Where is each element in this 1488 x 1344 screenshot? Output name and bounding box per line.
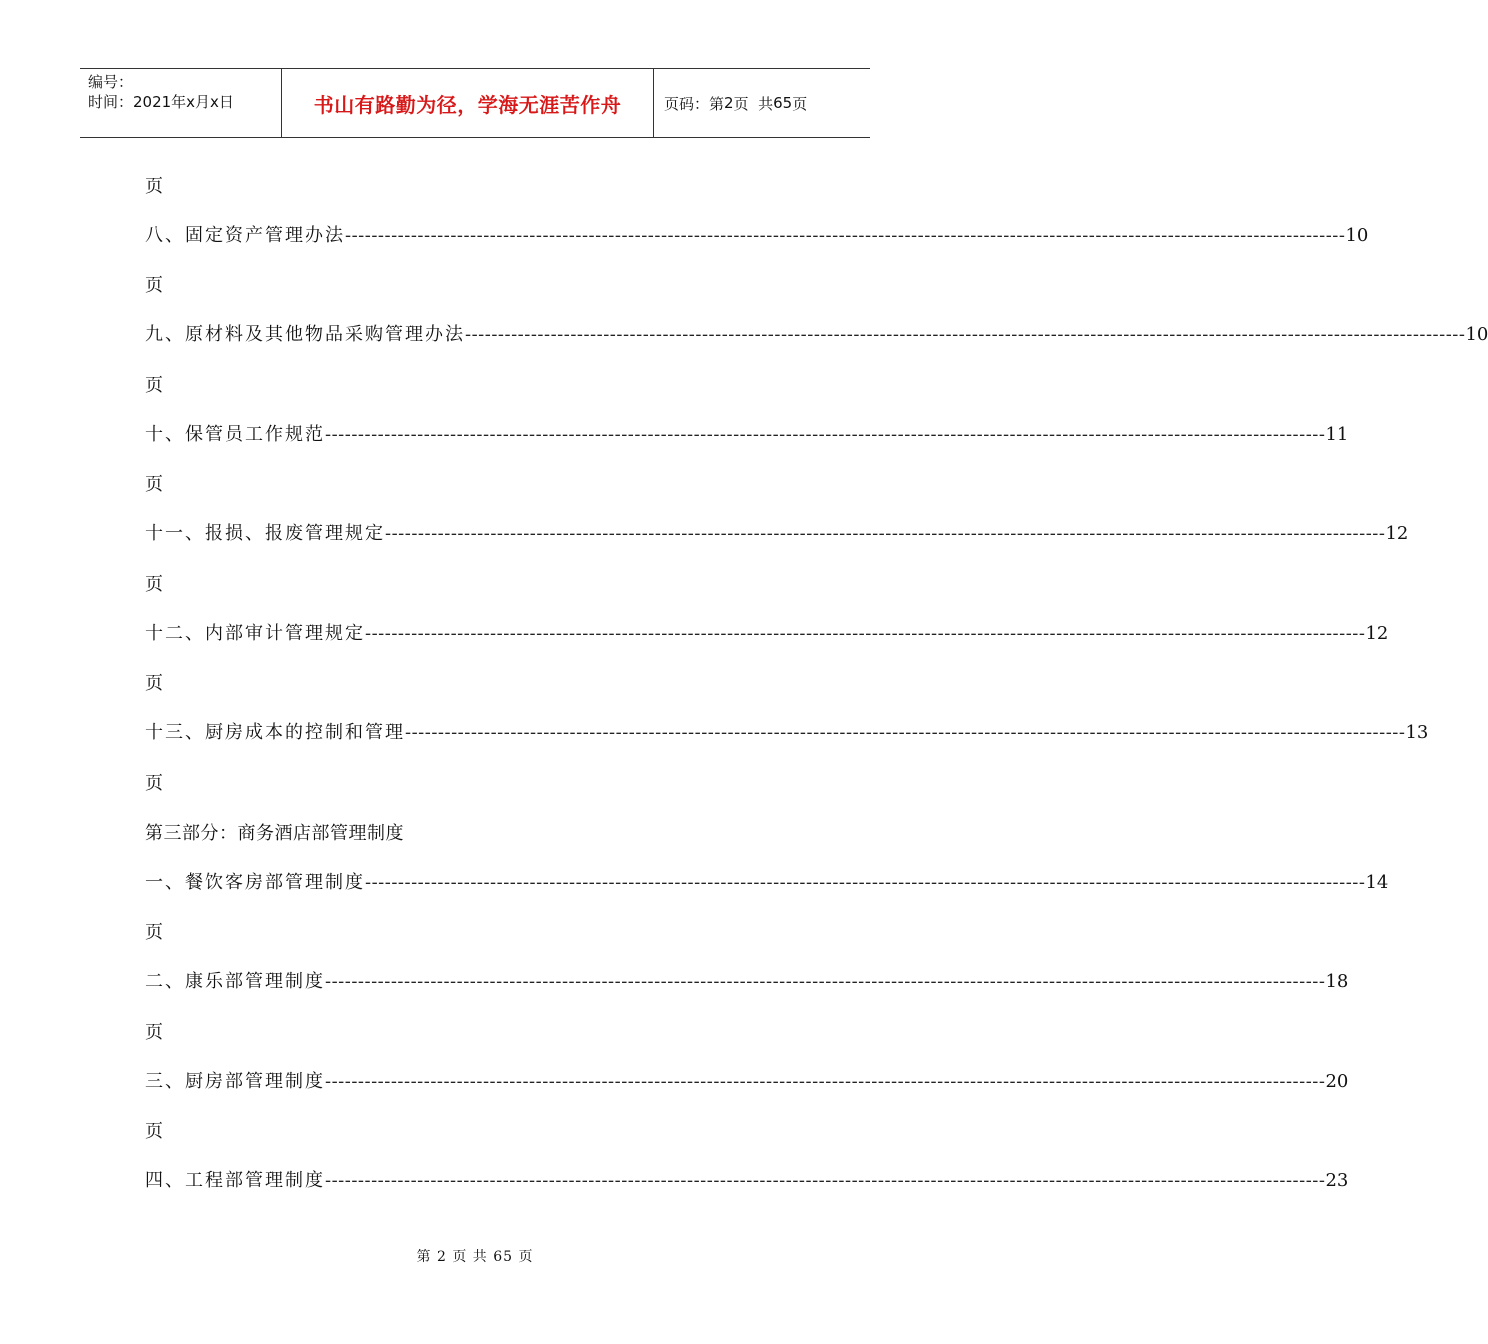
toc-entry-title: 九、原材料及其他物品采购管理办法 bbox=[145, 324, 465, 345]
toc-page-continuation: 页 bbox=[145, 275, 163, 296]
header-page-mid: 页 共 bbox=[733, 94, 774, 113]
header-page-label: 页码：第 bbox=[664, 94, 725, 113]
toc-entry-title: 十、保管员工作规范 bbox=[145, 424, 325, 445]
toc-entry-title: 四、工程部管理制度 bbox=[145, 1170, 325, 1191]
toc-leader: -------------------------------------------------------------------------------------------------------------------------------------------------------- bbox=[325, 424, 1326, 445]
header-page-end: 页 bbox=[792, 94, 808, 113]
header-page-total: 65 bbox=[773, 94, 793, 112]
toc-leader: -------------------------------------------------------------------------------------------------------------------------------------------------------- bbox=[325, 971, 1326, 992]
toc-entry[interactable] bbox=[145, 420, 1349, 446]
toc-leader: -------------------------------------------------------------------------------------------------------------------------------------------------------- bbox=[325, 1170, 1326, 1191]
toc-page-continuation: 页 bbox=[145, 1022, 163, 1043]
toc-page-continuation: 页 bbox=[145, 375, 163, 396]
toc-page-continuation: 页 bbox=[145, 176, 163, 197]
toc-entry-page: 23 bbox=[1325, 1170, 1349, 1191]
toc-entry-page: 10 bbox=[1345, 225, 1369, 246]
footer-current-page: 2 bbox=[436, 1249, 447, 1265]
toc-entry[interactable] bbox=[145, 967, 1349, 993]
header-page-current: 2 bbox=[724, 94, 734, 112]
toc-leader: -------------------------------------------------------------------------------------------------------------------------------------------------------- bbox=[345, 225, 1346, 246]
toc-page-continuation: 页 bbox=[145, 474, 163, 495]
toc-leader: -------------------------------------------------------------------------------------------------------------------------------------------------------- bbox=[365, 872, 1366, 893]
toc-entry-title: 十三、厨房成本的控制和管理 bbox=[145, 722, 405, 743]
footer-total-pages: 65 bbox=[493, 1249, 514, 1265]
toc-page-continuation: 页 bbox=[145, 673, 163, 694]
toc-page-continuation: 页 bbox=[145, 922, 163, 943]
toc-leader: -------------------------------------------------------------------------------------------------------------------------------------------------------- bbox=[405, 722, 1406, 743]
toc-page-continuation: 页 bbox=[145, 1121, 163, 1142]
header-motto: 书山有路勤为径，学海无涯苦作舟 bbox=[313, 92, 622, 117]
footer-suffix: 页 bbox=[518, 1249, 534, 1265]
toc-entry-page: 20 bbox=[1325, 1071, 1349, 1092]
toc-entry-page: 12 bbox=[1365, 623, 1389, 644]
toc-entry[interactable] bbox=[145, 1166, 1349, 1192]
toc-leader: -------------------------------------------------------------------------------------------------------------------------------------------------------- bbox=[325, 1071, 1326, 1092]
toc-entry-page: 13 bbox=[1405, 722, 1429, 743]
toc-entry[interactable] bbox=[145, 221, 1369, 247]
toc-entry-title: 十二、内部审计管理规定 bbox=[145, 623, 365, 644]
section-heading: 第三部分：商务酒店部管理制度 bbox=[145, 823, 404, 844]
toc-entry-page: 18 bbox=[1325, 971, 1349, 992]
toc-entry-page: 12 bbox=[1385, 523, 1409, 544]
page-header bbox=[80, 68, 870, 138]
toc-leader: -------------------------------------------------------------------------------------------------------------------------------------------------------- bbox=[385, 523, 1386, 544]
toc-page-continuation: 页 bbox=[145, 773, 163, 794]
header-meta bbox=[80, 69, 282, 137]
toc-entry[interactable] bbox=[145, 320, 1488, 346]
toc-entry-title: 三、厨房部管理制度 bbox=[145, 1071, 325, 1092]
toc-entry-page: 11 bbox=[1325, 424, 1349, 445]
page-footer bbox=[0, 1246, 950, 1266]
toc-entry-page: 10 bbox=[1465, 324, 1488, 345]
toc-entry[interactable] bbox=[145, 718, 1429, 744]
header-motto-cell bbox=[282, 69, 654, 137]
footer-mid: 页 共 bbox=[452, 1249, 488, 1265]
toc-entry-page: 14 bbox=[1365, 872, 1389, 893]
toc-entry[interactable] bbox=[145, 519, 1409, 545]
toc-leader: -------------------------------------------------------------------------------------------------------------------------------------------------------- bbox=[365, 623, 1366, 644]
document-number-label: 编号： bbox=[88, 73, 134, 91]
toc-entry[interactable] bbox=[145, 619, 1389, 645]
header-page-info bbox=[654, 69, 870, 137]
toc-leader: -------------------------------------------------------------------------------------------------------------------------------------------------------- bbox=[465, 324, 1466, 345]
document-time: 时间：2021年x月x日 bbox=[88, 93, 234, 111]
toc-entry[interactable] bbox=[145, 868, 1389, 894]
toc-entry-title: 二、康乐部管理制度 bbox=[145, 971, 325, 992]
toc-entry-title: 八、固定资产管理办法 bbox=[145, 225, 345, 246]
toc-page-continuation: 页 bbox=[145, 574, 163, 595]
toc-entry[interactable] bbox=[145, 1067, 1349, 1093]
footer-prefix: 第 bbox=[416, 1249, 432, 1265]
toc-entry-title: 十一、报损、报废管理规定 bbox=[145, 523, 385, 544]
toc-entry-title: 一、餐饮客房部管理制度 bbox=[145, 872, 365, 893]
